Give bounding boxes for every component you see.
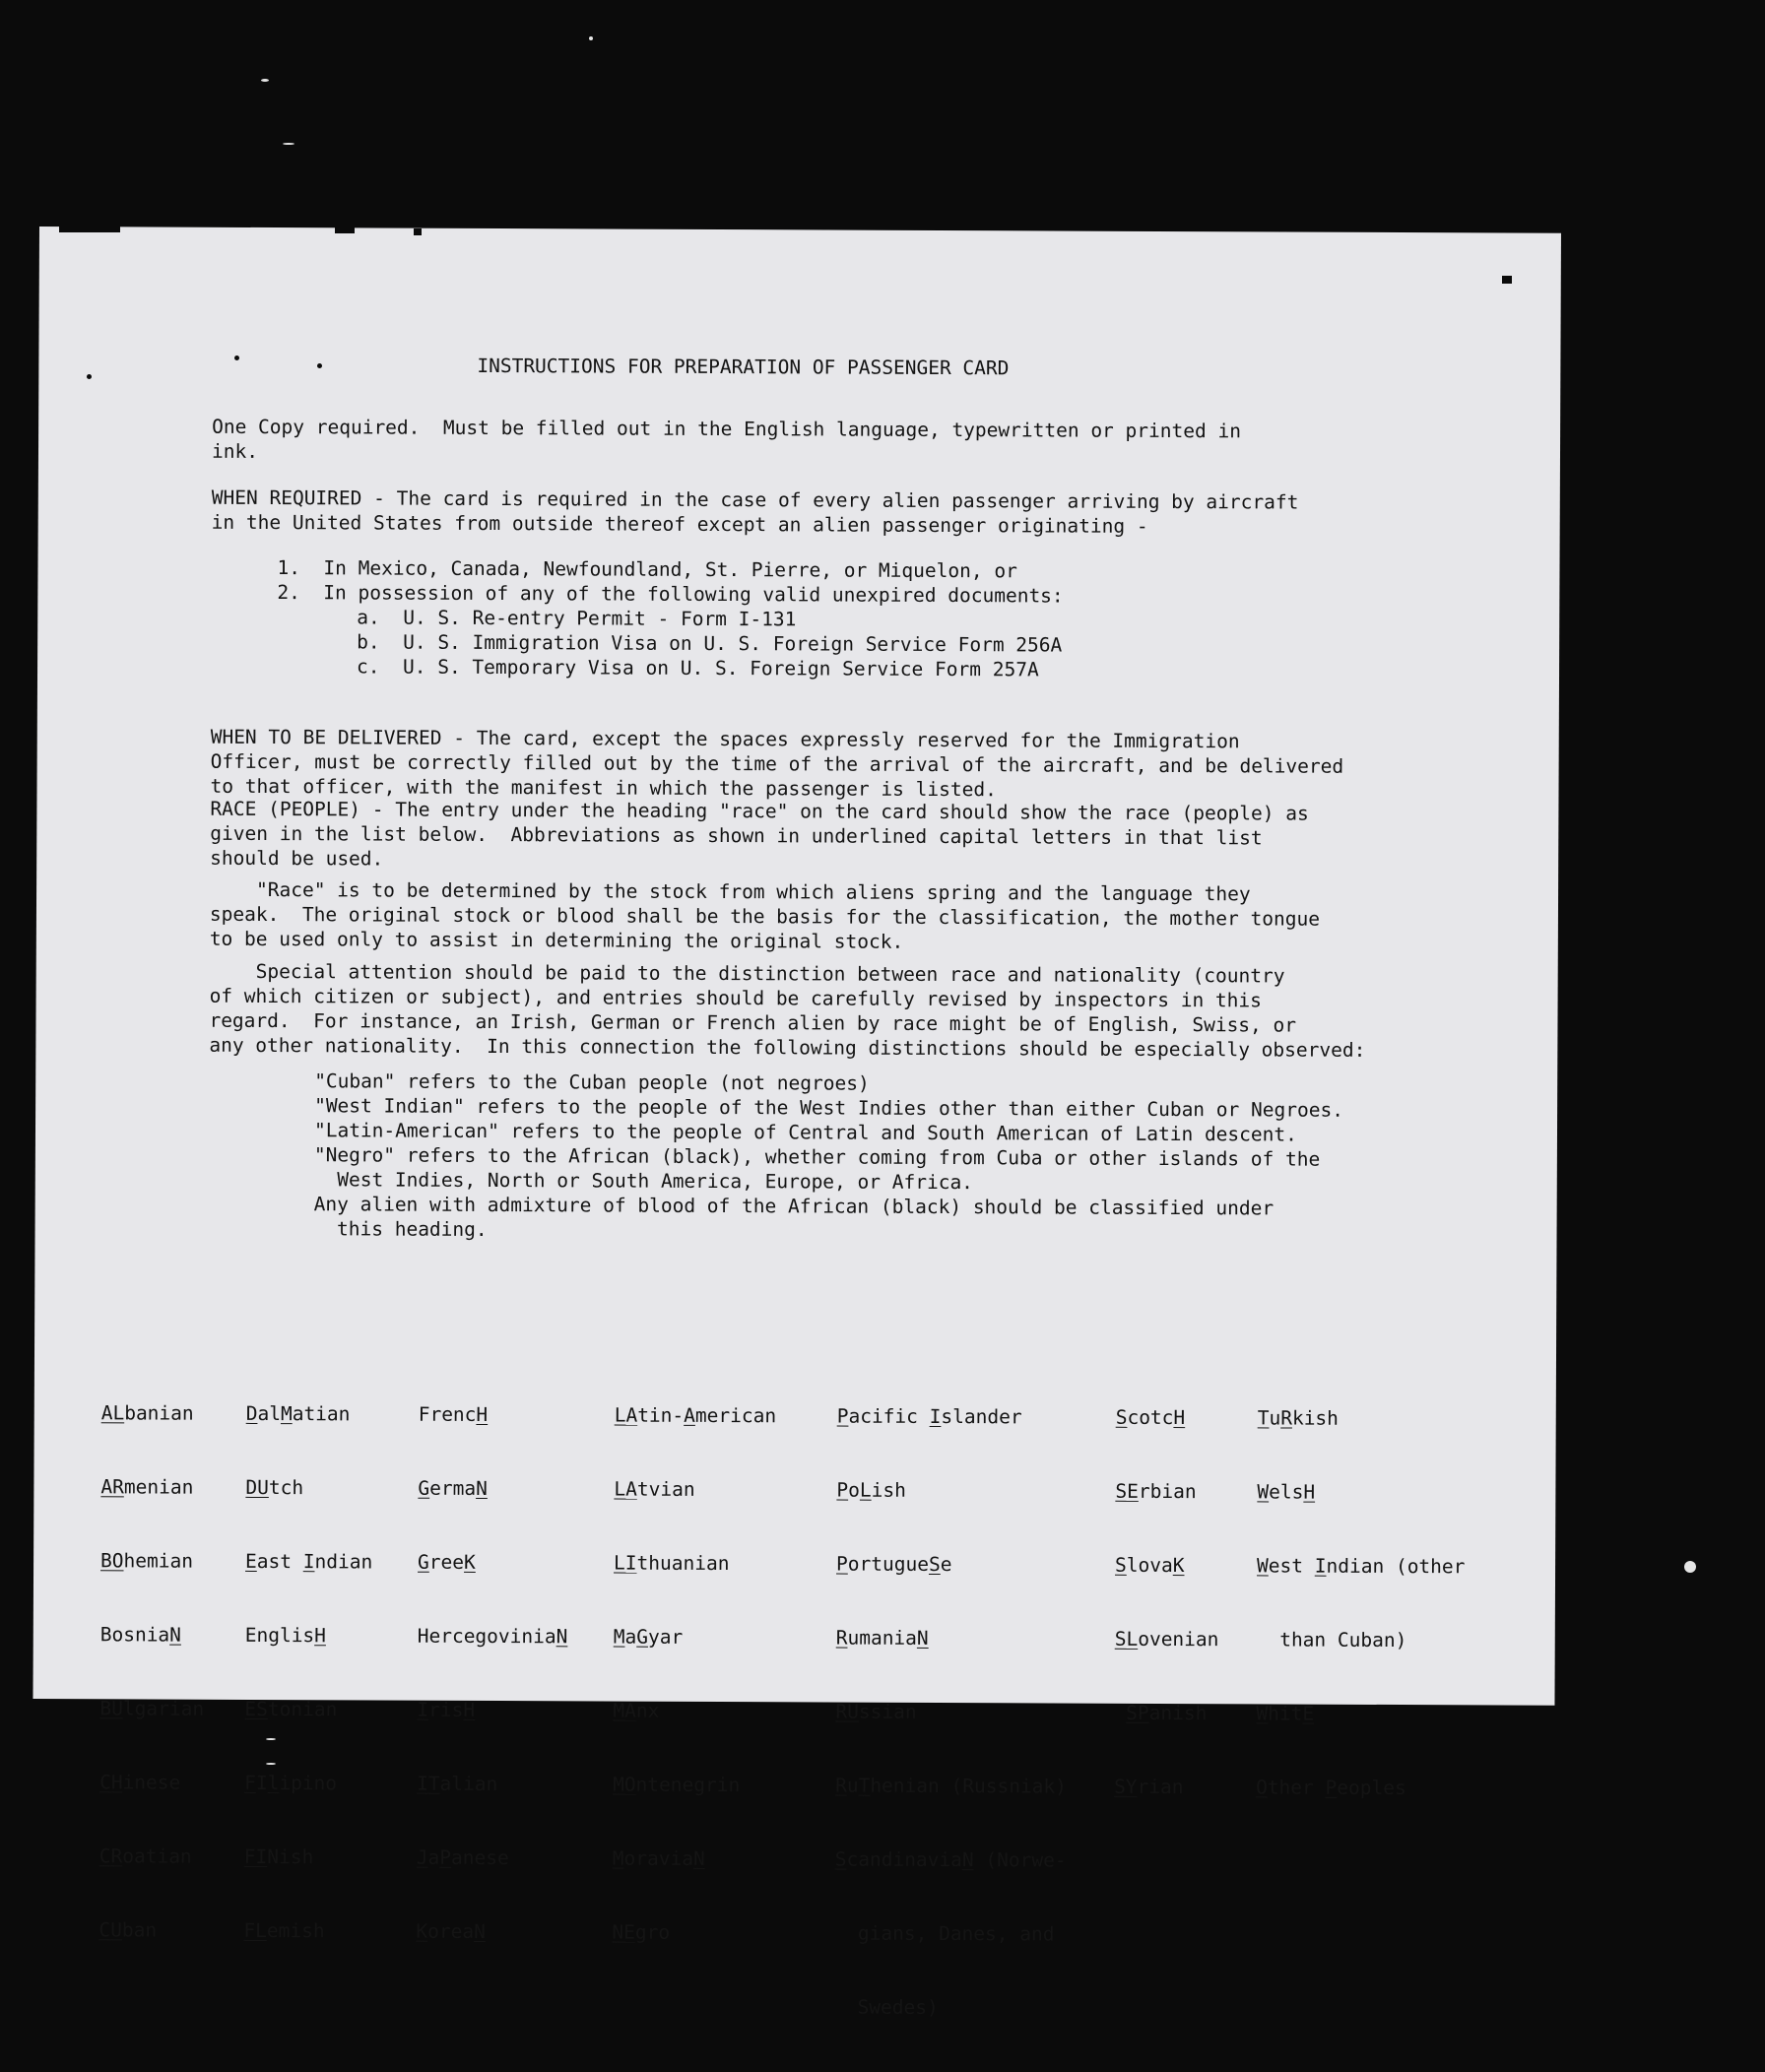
race-entry: gians, Danes, and [834,1921,1055,1946]
race-entry: EStonian [244,1697,338,1721]
when-delivered-paragraph: WHEN TO BE DELIVERED - The card, except the spaces expressly reserved for the Immigration Officer, must be correctly filled out by the time of the arrival of the aircraft, and be delivered to that officer, with the manifest in which the passenger is listed. [210,725,1344,802]
race-entry: TuRkish [1257,1406,1340,1430]
race-entry: BosniaN [99,1623,182,1647]
race-entry: FIlipino [244,1771,338,1795]
race-entry: Pacific Islander [836,1404,1022,1429]
race-entry: than Cuban) [1256,1628,1407,1652]
race-entry: GermaN [418,1476,488,1500]
race-entry: SlovaK [1115,1553,1185,1578]
special-attention-paragraph: Special attention should be paid to the distinction between race and nationality (country of which citizen or subject), and entries should be carefully revised by inspectors in this regard. For instance, an Irish, German or French alien by race might be of English, Swiss, or any other nationality. In this connection the following distinctions should be especially observed: [209,959,1366,1062]
scan-artifact [335,227,355,233]
scan-artifact [266,1763,276,1765]
scan-artifact [317,363,322,368]
scan-artifact [234,356,239,360]
distinctions-list: "Cuban" refers to the Cuban people (not negroes) "West Indian" refers to the people of the West Indies other than either Cuban or Negroes. "Latin-American" refers to the people of Central and South American of Latin descent. "Negro" refers to the African (black), whether coming from Cuba or other islands of the West Indies, North or South America, Europe, or Africa. Any alien with admixture of blood of the African (black) should be classified under this heading. [313,1069,1344,1241]
race-column-1 [98,1351,206,1991]
scan-artifact [87,374,92,379]
race-entry: BUlgarian [99,1697,205,1720]
race-entry: KoreaN [416,1919,486,1943]
race-entry: GreeK [418,1550,476,1574]
race-column-7 [1256,1356,1467,1849]
race-entry: East Indian [245,1549,373,1574]
page-title: INSTRUCTIONS FOR PREPARATION OF PASSENGER CARD [477,354,1010,380]
intro-paragraph: One Copy required. Must be filled out in the English language, typewritten or printed in ink. [211,415,1242,463]
race-entry: CUban [98,1918,158,1942]
race-entry: CHinese [99,1771,181,1794]
race-entry: ALbanian [100,1401,194,1425]
race-entry: JaPanese [416,1845,509,1870]
scan-artifact [283,143,294,145]
race-entry: SLovenian [1114,1627,1219,1651]
race-entry: MOntenegrin [613,1773,741,1797]
scan-artifact [1502,276,1512,284]
race-entry: Other Peoples [1256,1776,1406,1800]
race-entry: SErbian [1115,1479,1197,1504]
race-entry: DUtch [245,1475,304,1500]
race-entry: FINish [243,1845,314,1869]
race-entry: WelsH [1257,1480,1316,1504]
race-entry: LIthuanian [614,1551,730,1576]
race-column-6 [1114,1356,1220,1848]
scan-artifact [59,226,120,232]
documents-list: a. U. S. Re-entry Permit - Form I-131 b. U. S. Immigration Visa on U. S. Foreign Service Form 256A c. U. S. Temporary Visa on U. S. Foreign Service Form 257A [357,606,1063,681]
race-column-2 [243,1352,373,1993]
race-entry: FrencH [418,1402,489,1426]
scan-artifact [589,36,593,40]
race-entry: WhitE [1256,1702,1315,1725]
race-column-5 [834,1355,1069,2070]
race-entry: RUssian [835,1700,917,1723]
when-required-paragraph: WHEN REQUIRED - The card is required in the case of every alien passenger arriving by aircraft in the United States from outside thereof except an alien passenger originating - [211,486,1299,538]
race-entry: SPanish [1126,1701,1208,1725]
race-entry: ScandinaviaN (Norwe- [834,1847,1067,1872]
instructions-text [33,227,1561,2019]
race-entry: West Indian (other [1257,1554,1466,1579]
race-entry: DalMatian [245,1401,351,1426]
scan-artifact [414,228,422,235]
race-entry: RumaniaN [835,1626,929,1650]
race-entry: ScotcH [1115,1405,1186,1430]
race-column-3 [416,1353,568,1994]
race-entry: MaGyar [613,1625,684,1649]
race-entry: PortugueSe [836,1552,952,1577]
race-entry: PoLish [836,1478,906,1502]
race-entry: Swedes) [834,1995,939,2019]
race-entry: FLemish [243,1918,325,1943]
race-entry: ARmenian [100,1475,194,1499]
origin-list: 1. In Mexico, Canada, Newfoundland, St. Pierre, or Miquelon, or 2. In possession of any of the following valid unexpired documents: [277,556,1064,608]
race-entry: BOhemian [100,1549,194,1573]
race-entry: LAtvian [614,1477,695,1501]
race-entry: SYrian [1114,1775,1184,1799]
race-entry: LAtin-American [614,1403,777,1428]
race-people-paragraph: RACE (PEOPLE) - The entry under the heading "race" on the card should show the race (people) as given in the list below. Abbreviations as shown in underlined capital letters in that list should be used. [210,797,1309,871]
race-list-table [33,1351,1466,2019]
race-entry: IrisH [417,1698,476,1721]
race-entry: RuThenian (Russniak) [835,1774,1067,1798]
race-entry: EnglisH [244,1623,327,1648]
race-column-4 [612,1354,776,1995]
document-page [33,227,1561,2019]
race-entry: HercegoviniaN [417,1624,568,1649]
scan-artifact [266,1738,276,1740]
race-entry: MAnx [613,1699,660,1722]
race-entry: ITalian [417,1772,498,1796]
race-entry: MoraviaN [612,1846,705,1870]
race-definition-paragraph: "Race" is to be determined by the stock from which aliens spring and the language they speak. The original stock or blood shall be the basis for the classification, the mother tongue to be used only to assist in determining the original stock. [209,877,1321,953]
scan-artifact [1684,1561,1696,1573]
scan-artifact [261,79,269,82]
race-entry: NEgro [612,1920,671,1944]
race-entry: CRoatian [98,1845,192,1868]
